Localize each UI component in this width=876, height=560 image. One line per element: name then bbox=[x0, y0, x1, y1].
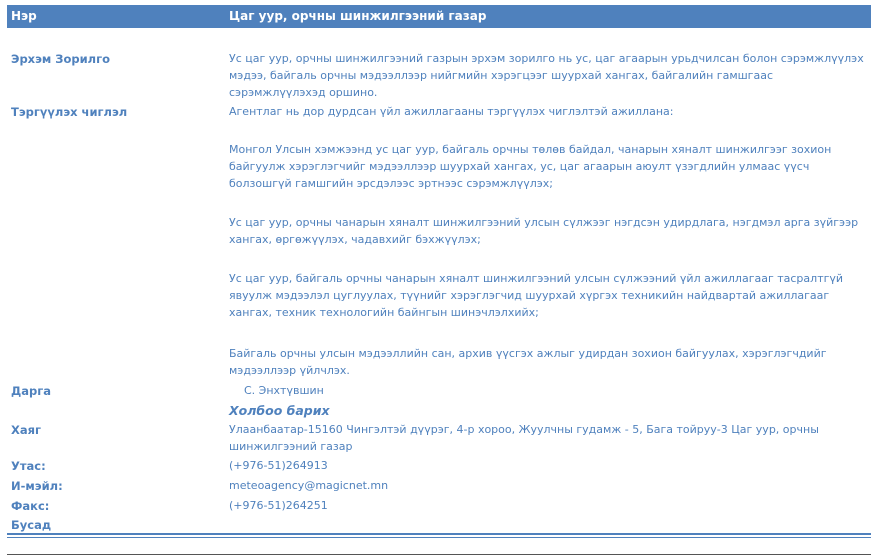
agency-name-header: Цаг уур, орчны шинжилгээний газар bbox=[229, 9, 487, 23]
footer-divider bbox=[7, 554, 871, 555]
email-label: И-мэйл: bbox=[11, 479, 63, 493]
direction-item-2: Ус цаг уур, орчны чанарын хяналт шинжилгээний улсын сүлжээг нэгдсэн удирдлага, нэгдмэл арга зүйгээр хангах, өргөжүүлэх, чадавхийг бэхжүүлэх; bbox=[229, 216, 859, 246]
phone-label: Утас: bbox=[11, 459, 46, 473]
table-header bbox=[7, 5, 871, 28]
name-column-header: Нэр bbox=[11, 9, 37, 23]
mission-text: Ус цаг уур, орчны шинжилгээний газрын эрхэм зорилго нь ус, цаг агаарын урьдчилсан болон сэрэмжлүүлэх мэдээ, байгаль орчны мэдээллээр нийгмийн хэрэгцээг шуурхай хангах, байгалийн гамшгаас сэрэмжлүүлэхэд оршино. bbox=[229, 52, 864, 99]
direction-item-3: Ус цаг уур, байгаль орчны чанарын хяналт шинжилгээний улсын сүлжээний үйл ажиллагааг тасралтгүй явуулж мэдээлэл цуглуулах, түүнийг хэрэглэгчид шуурхай хүргэх техникийн найдвартай ажиллагааг хангах, техник технологийн байнгын шинэчлэлхийх; bbox=[229, 272, 844, 319]
other-label: Бусад bbox=[11, 518, 52, 532]
directions-intro: Агентлаг нь дор дурдсан үйл ажиллагааны тэргүүлэх чиглэлтэй ажиллана: bbox=[229, 105, 674, 118]
direction-item-1: Монгол Улсын хэмжээнд ус цаг уур, байгаль орчны төлөв байдал, чанарын хяналт шинжилгээг зохион байгуулж хэрэглэгчийг мэдээллээр шуурхай хангах, ус, цаг агаарын аюулт үзэгдлийн улмаас үүсч болзошгүй гамшгийн эрсдэлээс эртнээс сэрэмжлүүлэх; bbox=[229, 143, 832, 190]
directions-label: Тэргүүлэх чиглэл bbox=[11, 105, 128, 119]
table-bottom-border bbox=[7, 533, 871, 535]
email-value[interactable]: meteoagency@magicnet.mn bbox=[229, 479, 389, 492]
table-bottom-border-inner bbox=[7, 537, 871, 538]
director-name: С. Энхтүвшин bbox=[244, 384, 324, 397]
fax-value: (+976-51)264251 bbox=[229, 499, 328, 512]
contact-title: Холбоо барих bbox=[229, 403, 330, 418]
address-label: Хаяг bbox=[11, 423, 42, 437]
phone-value: (+976-51)264913 bbox=[229, 459, 328, 472]
direction-item-4: Байгаль орчны улсын мэдээллийн сан, архив үүсгэх ажлыг удирдан зохион байгуулах, хэрэглэгчдийг мэдээллээр үйлчлэх. bbox=[229, 347, 827, 377]
director-label: Дарга bbox=[11, 384, 52, 398]
fax-label: Факс: bbox=[11, 499, 50, 513]
address-value: Улаанбаатар-15160 Чингэлтэй дүүрэг, 4-р хороо, Жуулчны гудамж - 5, Бага тойруу-3 Цаг уур, орчны шинжилгээний газар bbox=[229, 423, 819, 453]
mission-label: Эрхэм Зорилго bbox=[11, 52, 111, 66]
